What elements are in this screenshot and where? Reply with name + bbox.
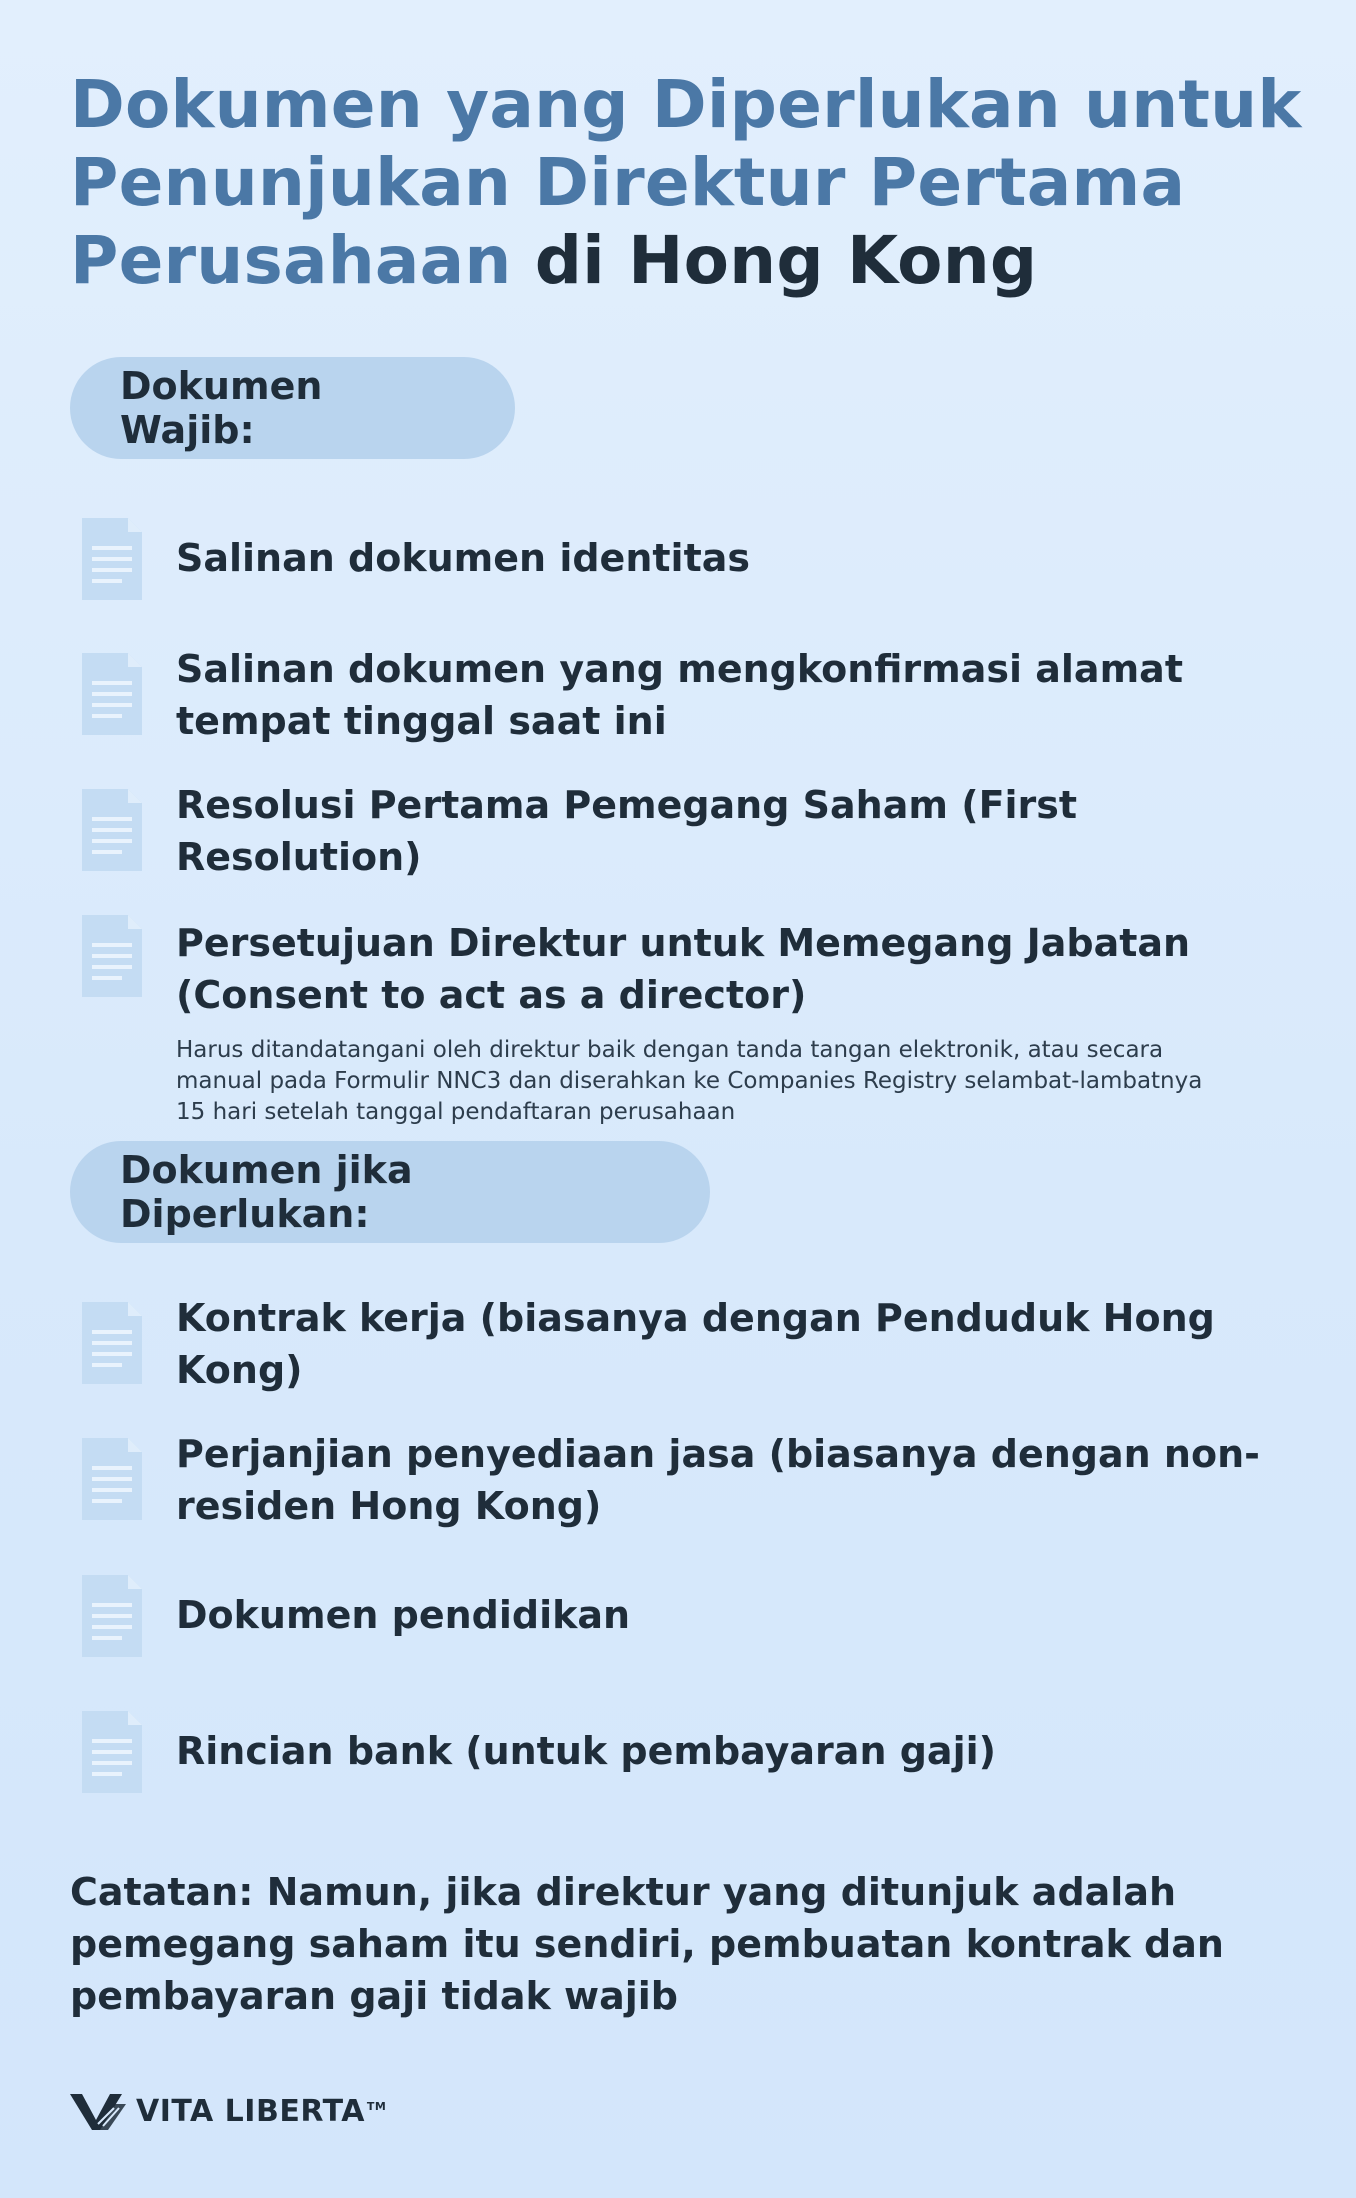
section-heading-optional xyxy=(70,1141,710,1243)
footnote: Catatan: Namun, jika direktur yang ditunjuk adalah pemegang saham itu sendiri, pembuatan kontrak dan pembayaran gaji tidak wajib xyxy=(70,1870,1224,2018)
section-heading-mandatory xyxy=(70,357,515,459)
document-icon xyxy=(78,913,144,999)
document-icon xyxy=(78,516,144,602)
title-accent: Dokumen yang Diperlukan untuk Penunjukan Direktur Pertama Perusahaan xyxy=(70,66,1302,299)
brand-logo xyxy=(70,2086,386,2136)
list-item-label: Perjanjian penyediaan jasa (biasanya dengan non-residen Hong Kong) xyxy=(176,1432,1260,1528)
document-icon xyxy=(78,1573,144,1659)
document-icon xyxy=(78,651,144,737)
list-item-label: Kontrak kerja (biasanya dengan Penduduk Hong Kong) xyxy=(176,1296,1215,1392)
list-item-label: Rincian bank (untuk pembayaran gaji) xyxy=(176,1729,996,1773)
document-icon xyxy=(78,787,144,873)
page-title xyxy=(70,66,1310,300)
vita-liberta-logo-icon xyxy=(70,2090,126,2132)
list-item-label: Dokumen pendidikan xyxy=(176,1593,631,1637)
title-dark: di Hong Kong xyxy=(534,222,1038,299)
list-item-label: Persetujuan Direktur untuk Memegang Jabatan (Consent to act as a director) xyxy=(176,921,1191,1017)
document-icon xyxy=(78,1436,144,1522)
section-heading-label: Dokumen Wajib: xyxy=(120,364,323,452)
list-item-label: Salinan dokumen yang mengkonfirmasi alamat tempat tinggal saat ini xyxy=(176,647,1183,743)
document-icon xyxy=(78,1709,144,1795)
list-item-label: Salinan dokumen identitas xyxy=(176,536,750,580)
section-heading-label: Dokumen jika Diperlukan: xyxy=(120,1148,413,1236)
logo-wordmark: VITA LIBERTA ™ xyxy=(136,2093,387,2129)
director-consent-note: Harus ditandatangani oleh direktur baik dengan tanda tangan elektronik, atau secara manual pada Formulir NNC3 dan diserahkan ke Companies Registry selambat-lambatnya 15 hari setelah tanggal pendaftaran perusahaan xyxy=(176,1037,1203,1125)
document-icon xyxy=(78,1300,144,1386)
list-item-label: Resolusi Pertama Pemegang Saham (First Resolution) xyxy=(176,783,1078,879)
